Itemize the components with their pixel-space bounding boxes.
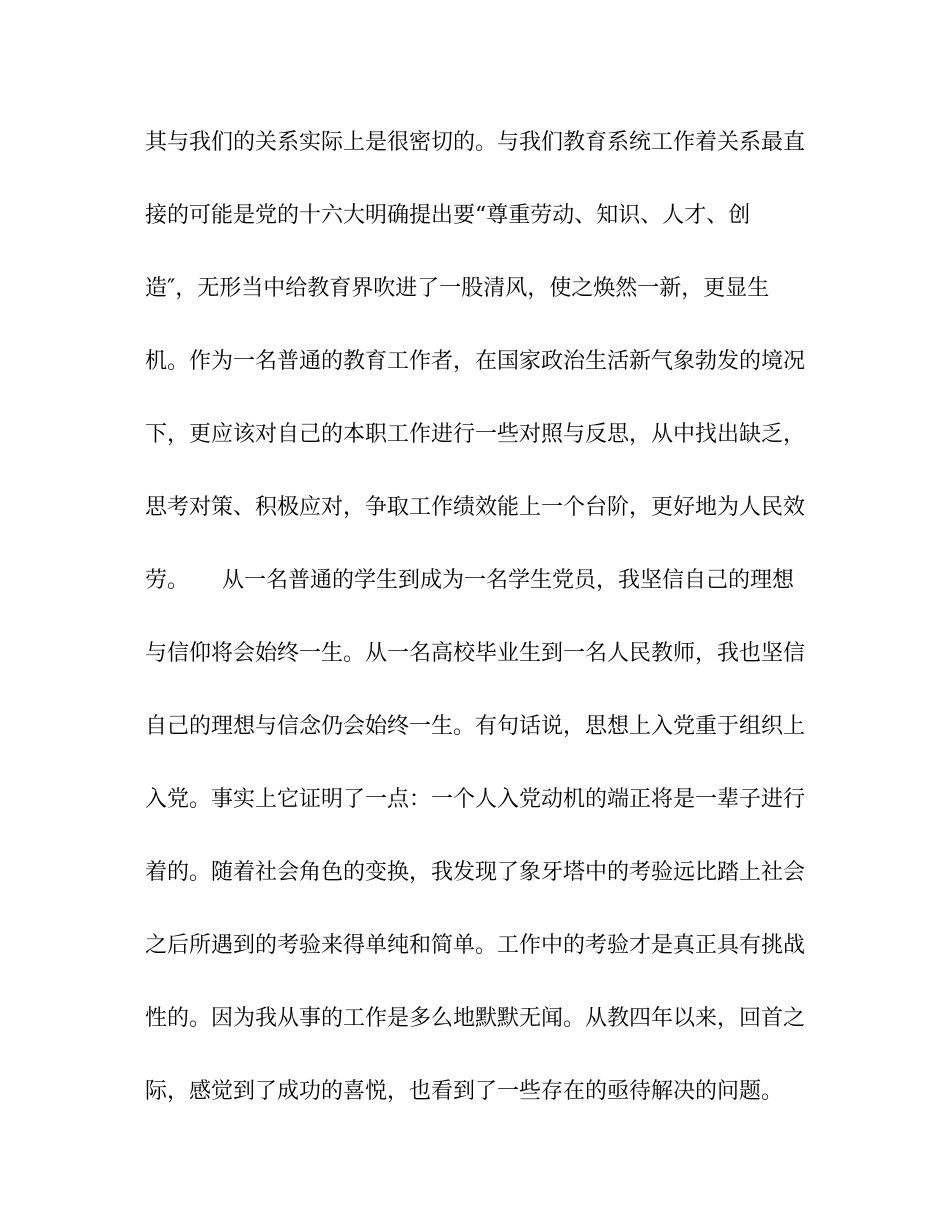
text-line: 劳。 从一名普通的学生到成为一名学生党员，我坚信自己的理想 [145, 568, 795, 593]
text-line: 下，更应该对自己的本职工作进行一些对照与反思，从中找出缺乏， [145, 422, 806, 447]
text-line: 着的。随着社会角色的变换，我发现了象牙塔中的考验远比踏上社会 [145, 860, 806, 885]
text-line: 造″，无形当中给教育界吹进了一股清风，使之焕然一新，更显生 [145, 276, 770, 301]
text-line: 接的可能是党的十六大明确提出要“尊重劳动、知识、人才、创 [145, 203, 751, 228]
text-line: 思考对策、积极应对，争取工作绩效能上一个台阶，更好地为人民效 [145, 495, 806, 520]
text-line: 际，感觉到了成功的喜悦，也看到了一些存在的亟待解决的问题。 [145, 1079, 784, 1104]
text-line: 与信仰将会始终一生。从一名高校毕业生到一名人民教师，我也坚信 [145, 641, 806, 666]
text-line: 入党。事实上它证明了一点：一个人入党动机的端正将是一辈子进行 [145, 787, 806, 812]
text-line: 之后所遇到的考验来得单纯和简单。工作中的考验才是真正具有挑战 [145, 933, 806, 958]
text-line: 其与我们的关系实际上是很密切的。与我们教育系统工作着关系最直 [145, 130, 806, 155]
text-line: 性的。因为我从事的工作是多么地默默无闻。从教四年以来，回首之 [145, 1006, 806, 1031]
text-line: 自己的理想与信念仍会始终一生。有句话说，思想上入党重于组织上 [145, 714, 806, 739]
text-line: 机。作为一名普通的教育工作者，在国家政治生活新气象勃发的境况 [145, 349, 806, 374]
